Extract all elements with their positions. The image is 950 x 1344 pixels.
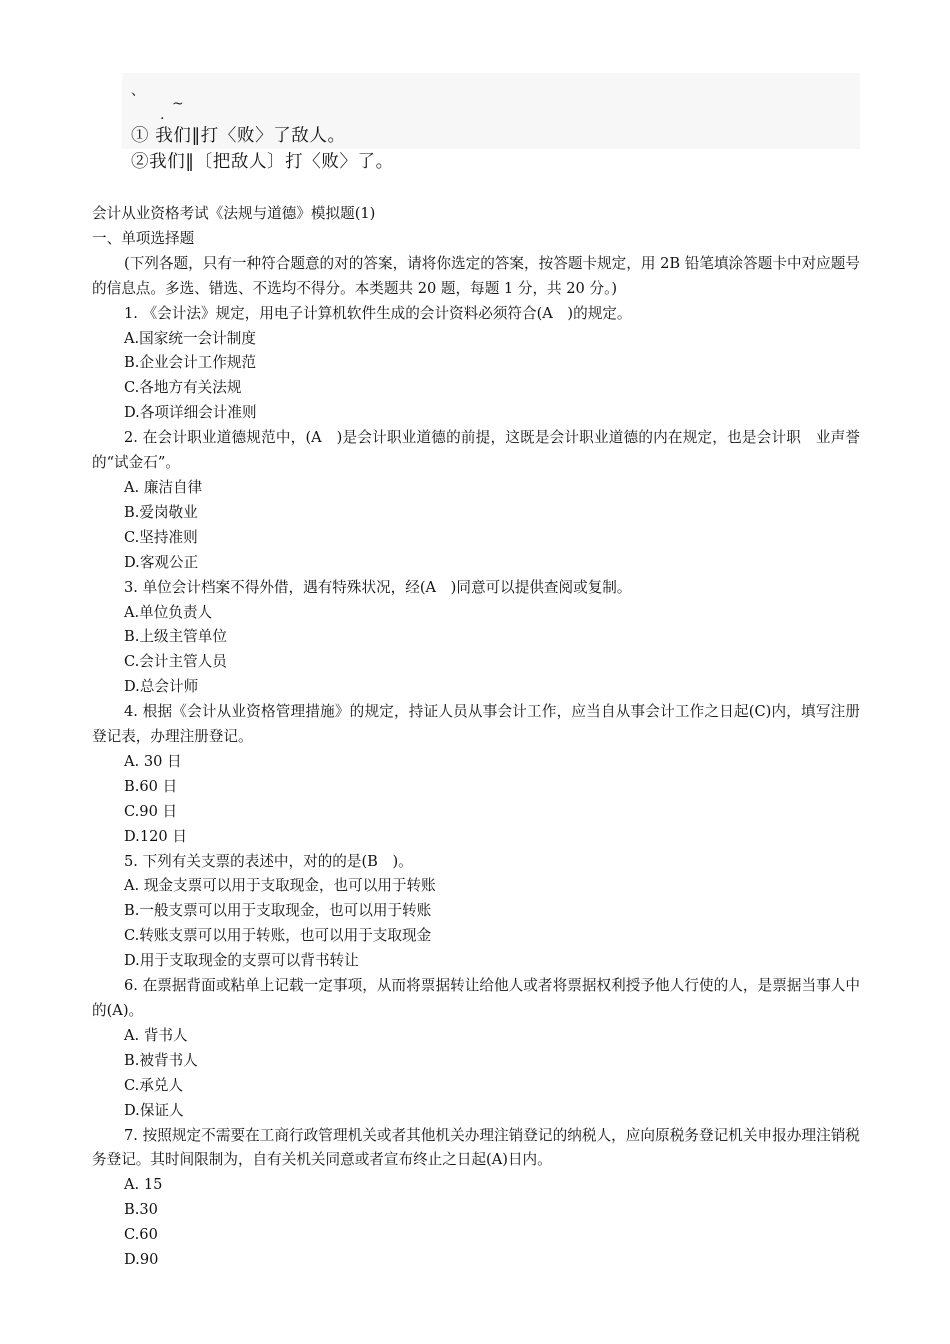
option: D.客观公正 xyxy=(124,553,199,571)
option: B.爱岗敬业 xyxy=(124,503,198,521)
option: A. 30 日 xyxy=(124,752,182,770)
section-heading: 一、单项选择题 xyxy=(92,229,195,247)
option: C.坚持准则 xyxy=(124,528,198,546)
question-stem: 3. 单位会计档案不得外借，遇有特殊状况，经(A )同意可以提供查阅或复制。 xyxy=(124,578,632,596)
option: D.用于支取现金的支票可以背书转让 xyxy=(124,952,359,970)
option: C.会计主管人员 xyxy=(124,653,227,671)
example-sentence-2: ②我们‖〔把敌人〕打〈败〉了。 xyxy=(131,152,394,172)
option: B.一般支票可以用于支取现金，也可以用于转账 xyxy=(124,902,432,920)
dot-mark: . xyxy=(160,107,165,123)
option: A. 15 xyxy=(124,1176,163,1194)
tilde-mark: ~ xyxy=(172,96,184,112)
document-body xyxy=(92,202,860,1273)
option: C.转账支票可以用于转账，也可以用于支取现金 xyxy=(124,927,432,945)
question-stem: 5. 下列有关支票的表述中，对的的是(B )。 xyxy=(124,852,413,870)
question-stem: 7. 按照规定不需要在工商行政管理机关或者其他机关办理注销登记的纳税人，应向原税务登记机关申报办理注销税务登记。其时间限制为，自有关机关同意或者宣布终止之日起(A)日内。 xyxy=(92,1126,860,1169)
option: C.承兑人 xyxy=(124,1076,184,1094)
option: C.各地方有关法规 xyxy=(124,379,242,397)
option: A.单位负责人 xyxy=(124,603,213,621)
pause-mark: 、 xyxy=(131,83,145,99)
option: D.总会计师 xyxy=(124,678,199,696)
question-stem: 1. 《会计法》规定，用电子计算机软件生成的会计资料必须符合(A )的规定。 xyxy=(124,304,632,322)
question-stem: 6. 在票据背面或粘单上记载一定事项，从而将票据转让给他人或者将票据权利授予他人行使的人，是票据当事人中的(A)。 xyxy=(92,977,860,1019)
option: B.被背书人 xyxy=(124,1051,198,1069)
question-stem: 2. 在会计职业道德规范中，(A )是会计职业道德的前提，这既是会计职业道德的内在规定，也是会计职 业声誉的“试金石”。 xyxy=(92,429,860,472)
option: C.60 xyxy=(124,1226,158,1244)
option: A. 现金支票可以用于支取现金，也可以用于转账 xyxy=(124,877,436,895)
option: A. 背书人 xyxy=(124,1026,188,1044)
option: D.90 xyxy=(124,1251,159,1269)
option: C.90 日 xyxy=(124,802,178,820)
option: B.30 xyxy=(124,1201,158,1219)
option: B.企业会计工作规范 xyxy=(124,354,257,372)
option: D.120 日 xyxy=(124,827,187,845)
question-stem: 4. 根据《会计从业资格管理措施》的规定，持证人员从事会计工作，应当自从事会计工作之日起(C)内，填写注册登记表，办理注册登记。 xyxy=(92,703,860,746)
option: B.上级主管单位 xyxy=(124,628,227,646)
option: D.保证人 xyxy=(124,1101,184,1119)
option: B.60 日 xyxy=(124,777,178,795)
example-sentence-1: ① 我们‖打〈败〉了敌人。 xyxy=(131,126,346,146)
option: A.国家统一会计制度 xyxy=(124,329,256,347)
document-title: 会计从业资格考试《法规与道德》模拟题(1) xyxy=(92,205,376,222)
option: A. 廉洁自律 xyxy=(124,478,203,496)
instructions: (下列各题，只有一种符合题意的对的答案，请将你选定的答案，按答题卡规定，用 2B 铅笔填涂答题卡中对应题号的信息点。多选、错选、不选均不得分。本类题共 20 题，每题 1 分，共 20 分。) xyxy=(92,254,860,297)
option: D.各项详细会计准则 xyxy=(124,404,257,422)
